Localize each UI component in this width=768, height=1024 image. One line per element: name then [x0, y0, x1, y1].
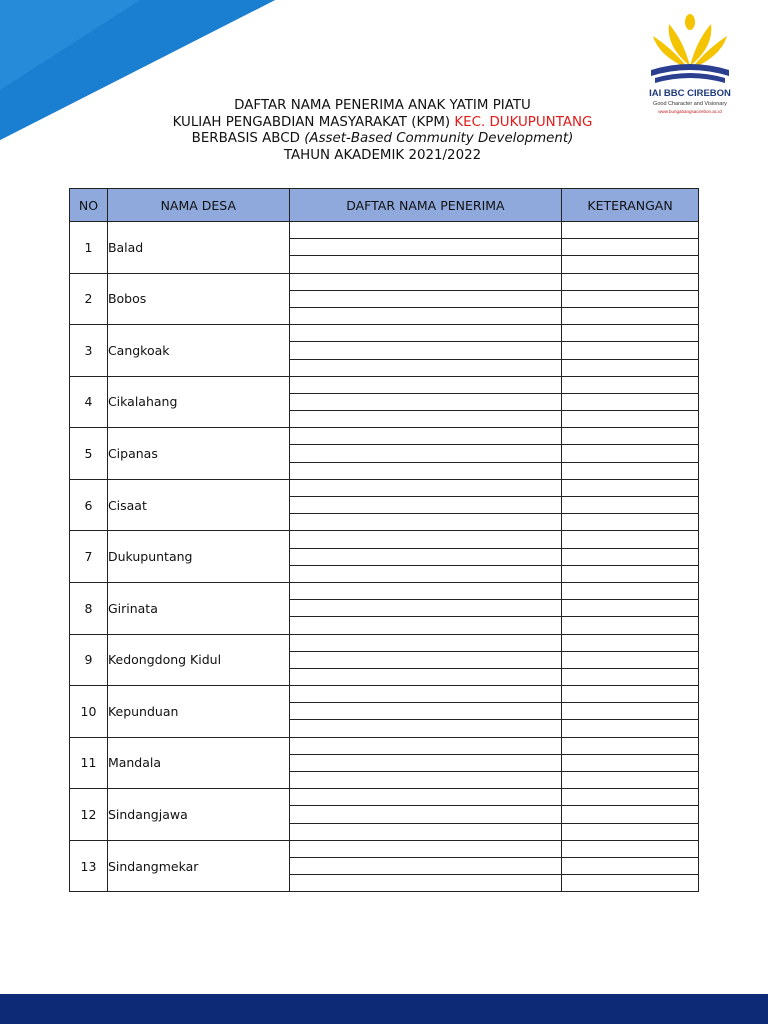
logo-emblem-icon — [645, 14, 735, 88]
recipient-name-cell[interactable] — [289, 737, 561, 754]
note-cell[interactable] — [562, 720, 699, 737]
table-row — [70, 376, 699, 393]
recipient-name-cell[interactable] — [289, 462, 561, 479]
recipient-name-cell[interactable] — [289, 651, 561, 668]
village-name: Girinata — [107, 582, 289, 634]
recipient-name-cell[interactable] — [289, 428, 561, 445]
note-cell[interactable] — [562, 789, 699, 806]
recipient-name-cell[interactable] — [289, 840, 561, 857]
village-name: Kedongdong Kidul — [107, 634, 289, 686]
recipient-name-cell[interactable] — [289, 789, 561, 806]
recipient-name-cell[interactable] — [289, 617, 561, 634]
village-name: Cipanas — [107, 428, 289, 480]
row-number: 3 — [70, 325, 108, 377]
note-cell[interactable] — [562, 222, 699, 239]
note-cell[interactable] — [562, 582, 699, 599]
logo-name: IAI BBC CIREBON — [649, 88, 731, 99]
table-row — [70, 273, 699, 290]
recipient-name-cell[interactable] — [289, 875, 561, 892]
title-line-3 — [60, 131, 705, 148]
note-cell[interactable] — [562, 806, 699, 823]
title-line-4: TAHUN AKADEMIK 2021/2022 — [283, 147, 482, 163]
table-row — [70, 789, 699, 806]
village-name: Cikalahang — [107, 376, 289, 428]
recipient-name-cell[interactable] — [289, 239, 561, 256]
table-row — [70, 325, 699, 342]
row-number: 10 — [70, 686, 108, 738]
recipient-name-cell[interactable] — [289, 342, 561, 359]
logo-tagline: Good Character and Visionary — [653, 101, 727, 107]
row-number: 7 — [70, 531, 108, 583]
note-cell[interactable] — [562, 875, 699, 892]
row-number: 13 — [70, 840, 108, 892]
note-cell[interactable] — [562, 565, 699, 582]
note-cell[interactable] — [562, 342, 699, 359]
row-number: 12 — [70, 789, 108, 841]
recipient-name-cell[interactable] — [289, 290, 561, 307]
note-cell[interactable] — [562, 668, 699, 685]
column-header-keterangan: KETERANGAN — [562, 189, 699, 222]
note-cell[interactable] — [562, 772, 699, 789]
note-cell[interactable] — [562, 479, 699, 496]
row-number: 11 — [70, 737, 108, 789]
note-cell[interactable] — [562, 703, 699, 720]
note-cell[interactable] — [562, 531, 699, 548]
recipient-name-cell[interactable] — [289, 411, 561, 428]
note-cell[interactable] — [562, 462, 699, 479]
title-line-2-prefix: KULIAH PENGABDIAN MASYARAKAT (KPM) — [172, 114, 451, 130]
column-header-nama-desa: NAMA DESA — [107, 189, 289, 222]
note-cell[interactable] — [562, 651, 699, 668]
row-number: 2 — [70, 273, 108, 325]
recipient-name-cell[interactable] — [289, 445, 561, 462]
table-row — [70, 686, 699, 703]
title-line-2 — [60, 115, 705, 132]
recipient-name-cell[interactable] — [289, 703, 561, 720]
recipient-name-cell[interactable] — [289, 806, 561, 823]
title-line-3-prefix: BERBASIS ABCD — [191, 131, 300, 146]
recipient-name-cell[interactable] — [289, 307, 561, 324]
recipient-name-cell[interactable] — [289, 222, 561, 239]
recipient-name-cell[interactable] — [289, 668, 561, 685]
table-row — [70, 634, 699, 651]
note-cell[interactable] — [562, 857, 699, 874]
logo-url: www.bungabangsacirebon.ac.id — [658, 109, 722, 114]
recipient-name-cell[interactable] — [289, 600, 561, 617]
note-cell[interactable] — [562, 393, 699, 410]
table-body — [70, 222, 699, 892]
recipient-name-cell[interactable] — [289, 686, 561, 703]
village-name: Cisaat — [107, 479, 289, 531]
note-cell[interactable] — [562, 376, 699, 393]
recipient-table — [69, 188, 699, 892]
document-header — [60, 98, 705, 164]
title-line-3-italic: (Asset-Based Community Development) — [304, 131, 574, 146]
row-number: 1 — [70, 222, 108, 274]
recipient-name-cell[interactable] — [289, 256, 561, 273]
recipient-name-cell[interactable] — [289, 273, 561, 290]
note-cell[interactable] — [562, 686, 699, 703]
recipient-name-cell[interactable] — [289, 754, 561, 771]
note-cell[interactable] — [562, 617, 699, 634]
table-row — [70, 479, 699, 496]
row-number: 5 — [70, 428, 108, 480]
recipient-name-cell[interactable] — [289, 634, 561, 651]
footer-bar — [0, 994, 768, 1024]
title-line-2-highlight: KEC. DUKUPUNTANG — [454, 114, 593, 130]
table-row — [70, 428, 699, 445]
recipient-name-cell[interactable] — [289, 548, 561, 565]
note-cell[interactable] — [562, 411, 699, 428]
note-cell[interactable] — [562, 634, 699, 651]
note-cell[interactable] — [562, 754, 699, 771]
table-row — [70, 737, 699, 754]
row-number: 4 — [70, 376, 108, 428]
note-cell[interactable] — [562, 359, 699, 376]
village-name: Sindangmekar — [107, 840, 289, 892]
village-name: Balad — [107, 222, 289, 274]
recipient-name-cell[interactable] — [289, 497, 561, 514]
village-name: Sindangjawa — [107, 789, 289, 841]
row-number: 8 — [70, 582, 108, 634]
table-row — [70, 531, 699, 548]
village-name: Mandala — [107, 737, 289, 789]
recipient-name-cell[interactable] — [289, 565, 561, 582]
note-cell[interactable] — [562, 514, 699, 531]
note-cell[interactable] — [562, 290, 699, 307]
table-row — [70, 582, 699, 599]
recipient-name-cell[interactable] — [289, 531, 561, 548]
column-header-no: NO — [70, 189, 108, 222]
table-row — [70, 222, 699, 239]
village-name: Dukupuntang — [107, 531, 289, 583]
recipient-name-cell[interactable] — [289, 582, 561, 599]
note-cell[interactable] — [562, 445, 699, 462]
note-cell[interactable] — [562, 428, 699, 445]
note-cell[interactable] — [562, 840, 699, 857]
recipient-name-cell[interactable] — [289, 359, 561, 376]
recipient-name-cell[interactable] — [289, 772, 561, 789]
note-cell[interactable] — [562, 256, 699, 273]
note-cell[interactable] — [562, 273, 699, 290]
recipient-name-cell[interactable] — [289, 393, 561, 410]
note-cell[interactable] — [562, 239, 699, 256]
row-number: 9 — [70, 634, 108, 686]
recipient-name-cell[interactable] — [289, 479, 561, 496]
note-cell[interactable] — [562, 497, 699, 514]
note-cell[interactable] — [562, 307, 699, 324]
title-line-1: DAFTAR NAMA PENERIMA ANAK YATIM PIATU — [234, 98, 531, 113]
recipient-name-cell[interactable] — [289, 823, 561, 840]
recipient-name-cell[interactable] — [289, 720, 561, 737]
note-cell[interactable] — [562, 737, 699, 754]
note-cell[interactable] — [562, 600, 699, 617]
column-header-daftar-nama: DAFTAR NAMA PENERIMA — [289, 189, 561, 222]
table-row — [70, 840, 699, 857]
village-name: Kepunduan — [107, 686, 289, 738]
table-header-row — [70, 189, 699, 222]
recipient-name-cell[interactable] — [289, 514, 561, 531]
row-number: 6 — [70, 479, 108, 531]
village-name: Bobos — [107, 273, 289, 325]
recipient-name-cell[interactable] — [289, 376, 561, 393]
recipient-name-cell[interactable] — [289, 857, 561, 874]
note-cell[interactable] — [562, 823, 699, 840]
note-cell[interactable] — [562, 548, 699, 565]
village-name: Cangkoak — [107, 325, 289, 377]
note-cell[interactable] — [562, 325, 699, 342]
recipient-name-cell[interactable] — [289, 325, 561, 342]
